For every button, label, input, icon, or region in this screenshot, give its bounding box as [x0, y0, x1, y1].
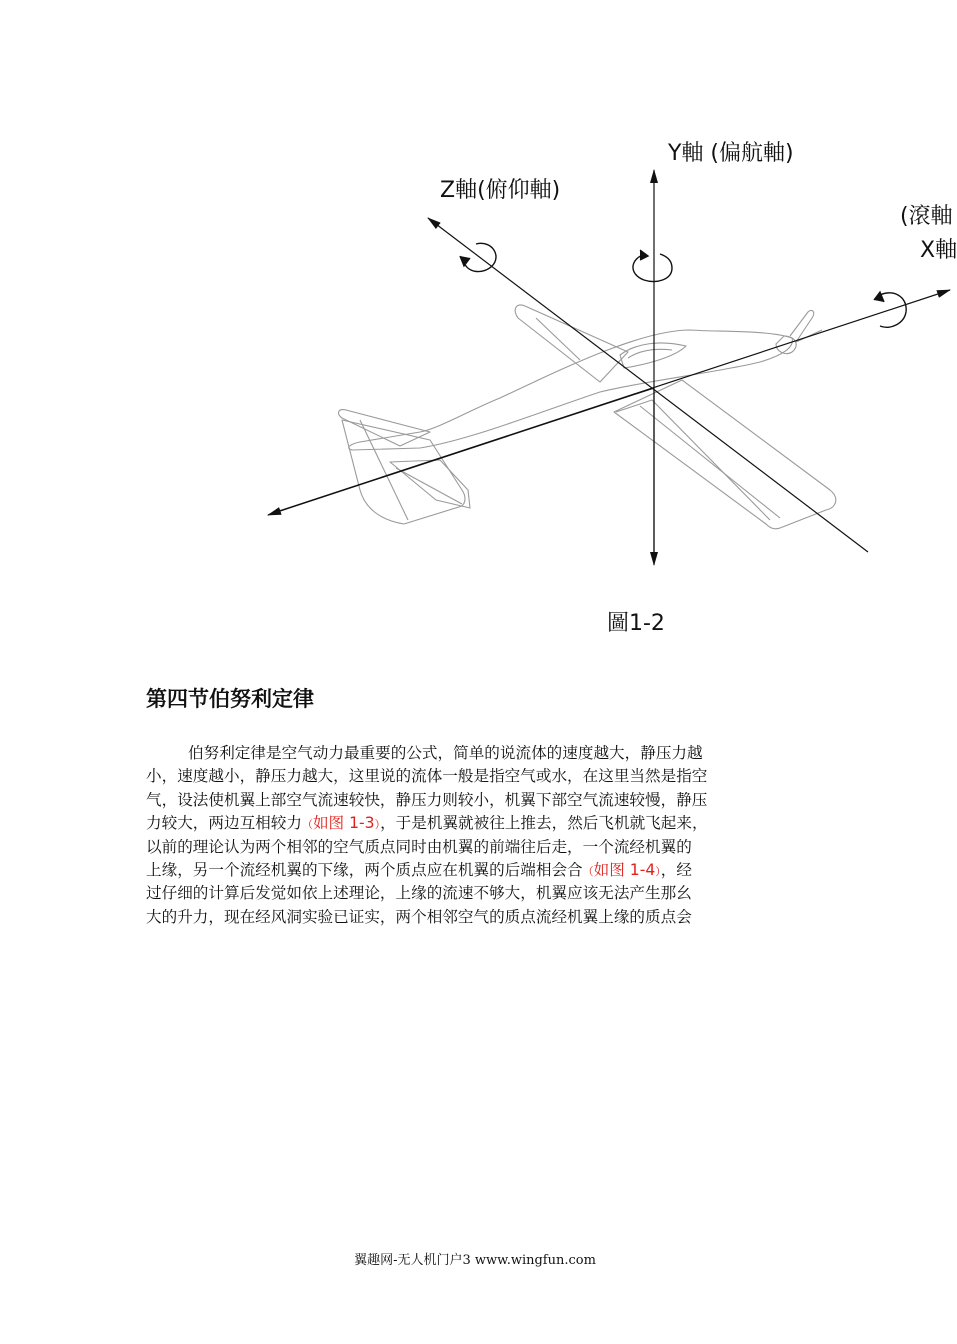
figure-reference-1-4: 如图 1-4 [593, 860, 656, 879]
rotation-arrows [460, 243, 906, 327]
paragraph-line-with-reference [146, 859, 824, 882]
paragraph-line: 小，速度越小，静压力越大，这里说的流体一般是指空气或水，在这里当然是指空 [146, 767, 708, 786]
paragraph-line: 气，设法使机翼上部空气流速较快，静压力则较小，机翼下部空气流速较慢，静压 [146, 790, 708, 809]
reference-open-paren: （ [582, 864, 594, 878]
paragraph-line: 伯努利定律是空气动力最重要的公式，简单的说流体的速度越大，静压力越 [188, 744, 703, 762]
paragraph-line: 大的升力，现在经风洞实验已证实，两个相邻空气的质点流经机翼上缘的质点会 [146, 907, 692, 926]
line-text: 力较大，两边互相较力 [146, 814, 302, 833]
section-title: 第四节伯努利定律 [146, 687, 314, 711]
z-axis-label: Z軸(俯仰軸) [440, 178, 561, 203]
reference-open-paren: （ [301, 818, 313, 832]
line-text: 上缘，另一个流经机翼的下缘，两个质点应在机翼的后端相会合 [146, 860, 583, 879]
line-text: ，于是机翼就被往上推去，然后飞机就飞起来， [380, 814, 708, 833]
x-axis-tail [268, 388, 654, 515]
y-axis-label: Y軸 (偏航軸) [668, 141, 794, 166]
x-axis-label-part1: (滾軸 [900, 204, 953, 229]
aircraft-axes-figure [0, 0, 957, 660]
figure-caption: 圖1-2 [607, 611, 665, 636]
x-axis-label-part2: X軸 [920, 238, 957, 263]
reference-close-paren: ） [374, 818, 381, 832]
line-text: ，经 [660, 860, 692, 879]
page-footer: 翼趣网-无人机门户3 www.wingfun.com [354, 1253, 596, 1268]
paragraph-line-with-reference [146, 812, 824, 835]
paragraph-line: 过仔细的计算后发觉如依上述理论，上缘的流速不够大，机翼应该无法产生那幺 [146, 884, 692, 903]
axis-lines [268, 170, 950, 565]
body-paragraph [146, 742, 824, 929]
paragraph-line: 以前的理论认为两个相邻的空气质点同时由机翼的前端往后走，一个流经机翼的 [146, 837, 692, 856]
reference-close-paren: ） [655, 864, 661, 878]
z-rotation-icon [460, 243, 496, 271]
aircraft-axes-diagram [0, 0, 950, 660]
z-axis [428, 218, 868, 552]
figure-reference-1-3: 如图 1-3 [312, 814, 375, 833]
y-rotation-icon [633, 250, 672, 282]
